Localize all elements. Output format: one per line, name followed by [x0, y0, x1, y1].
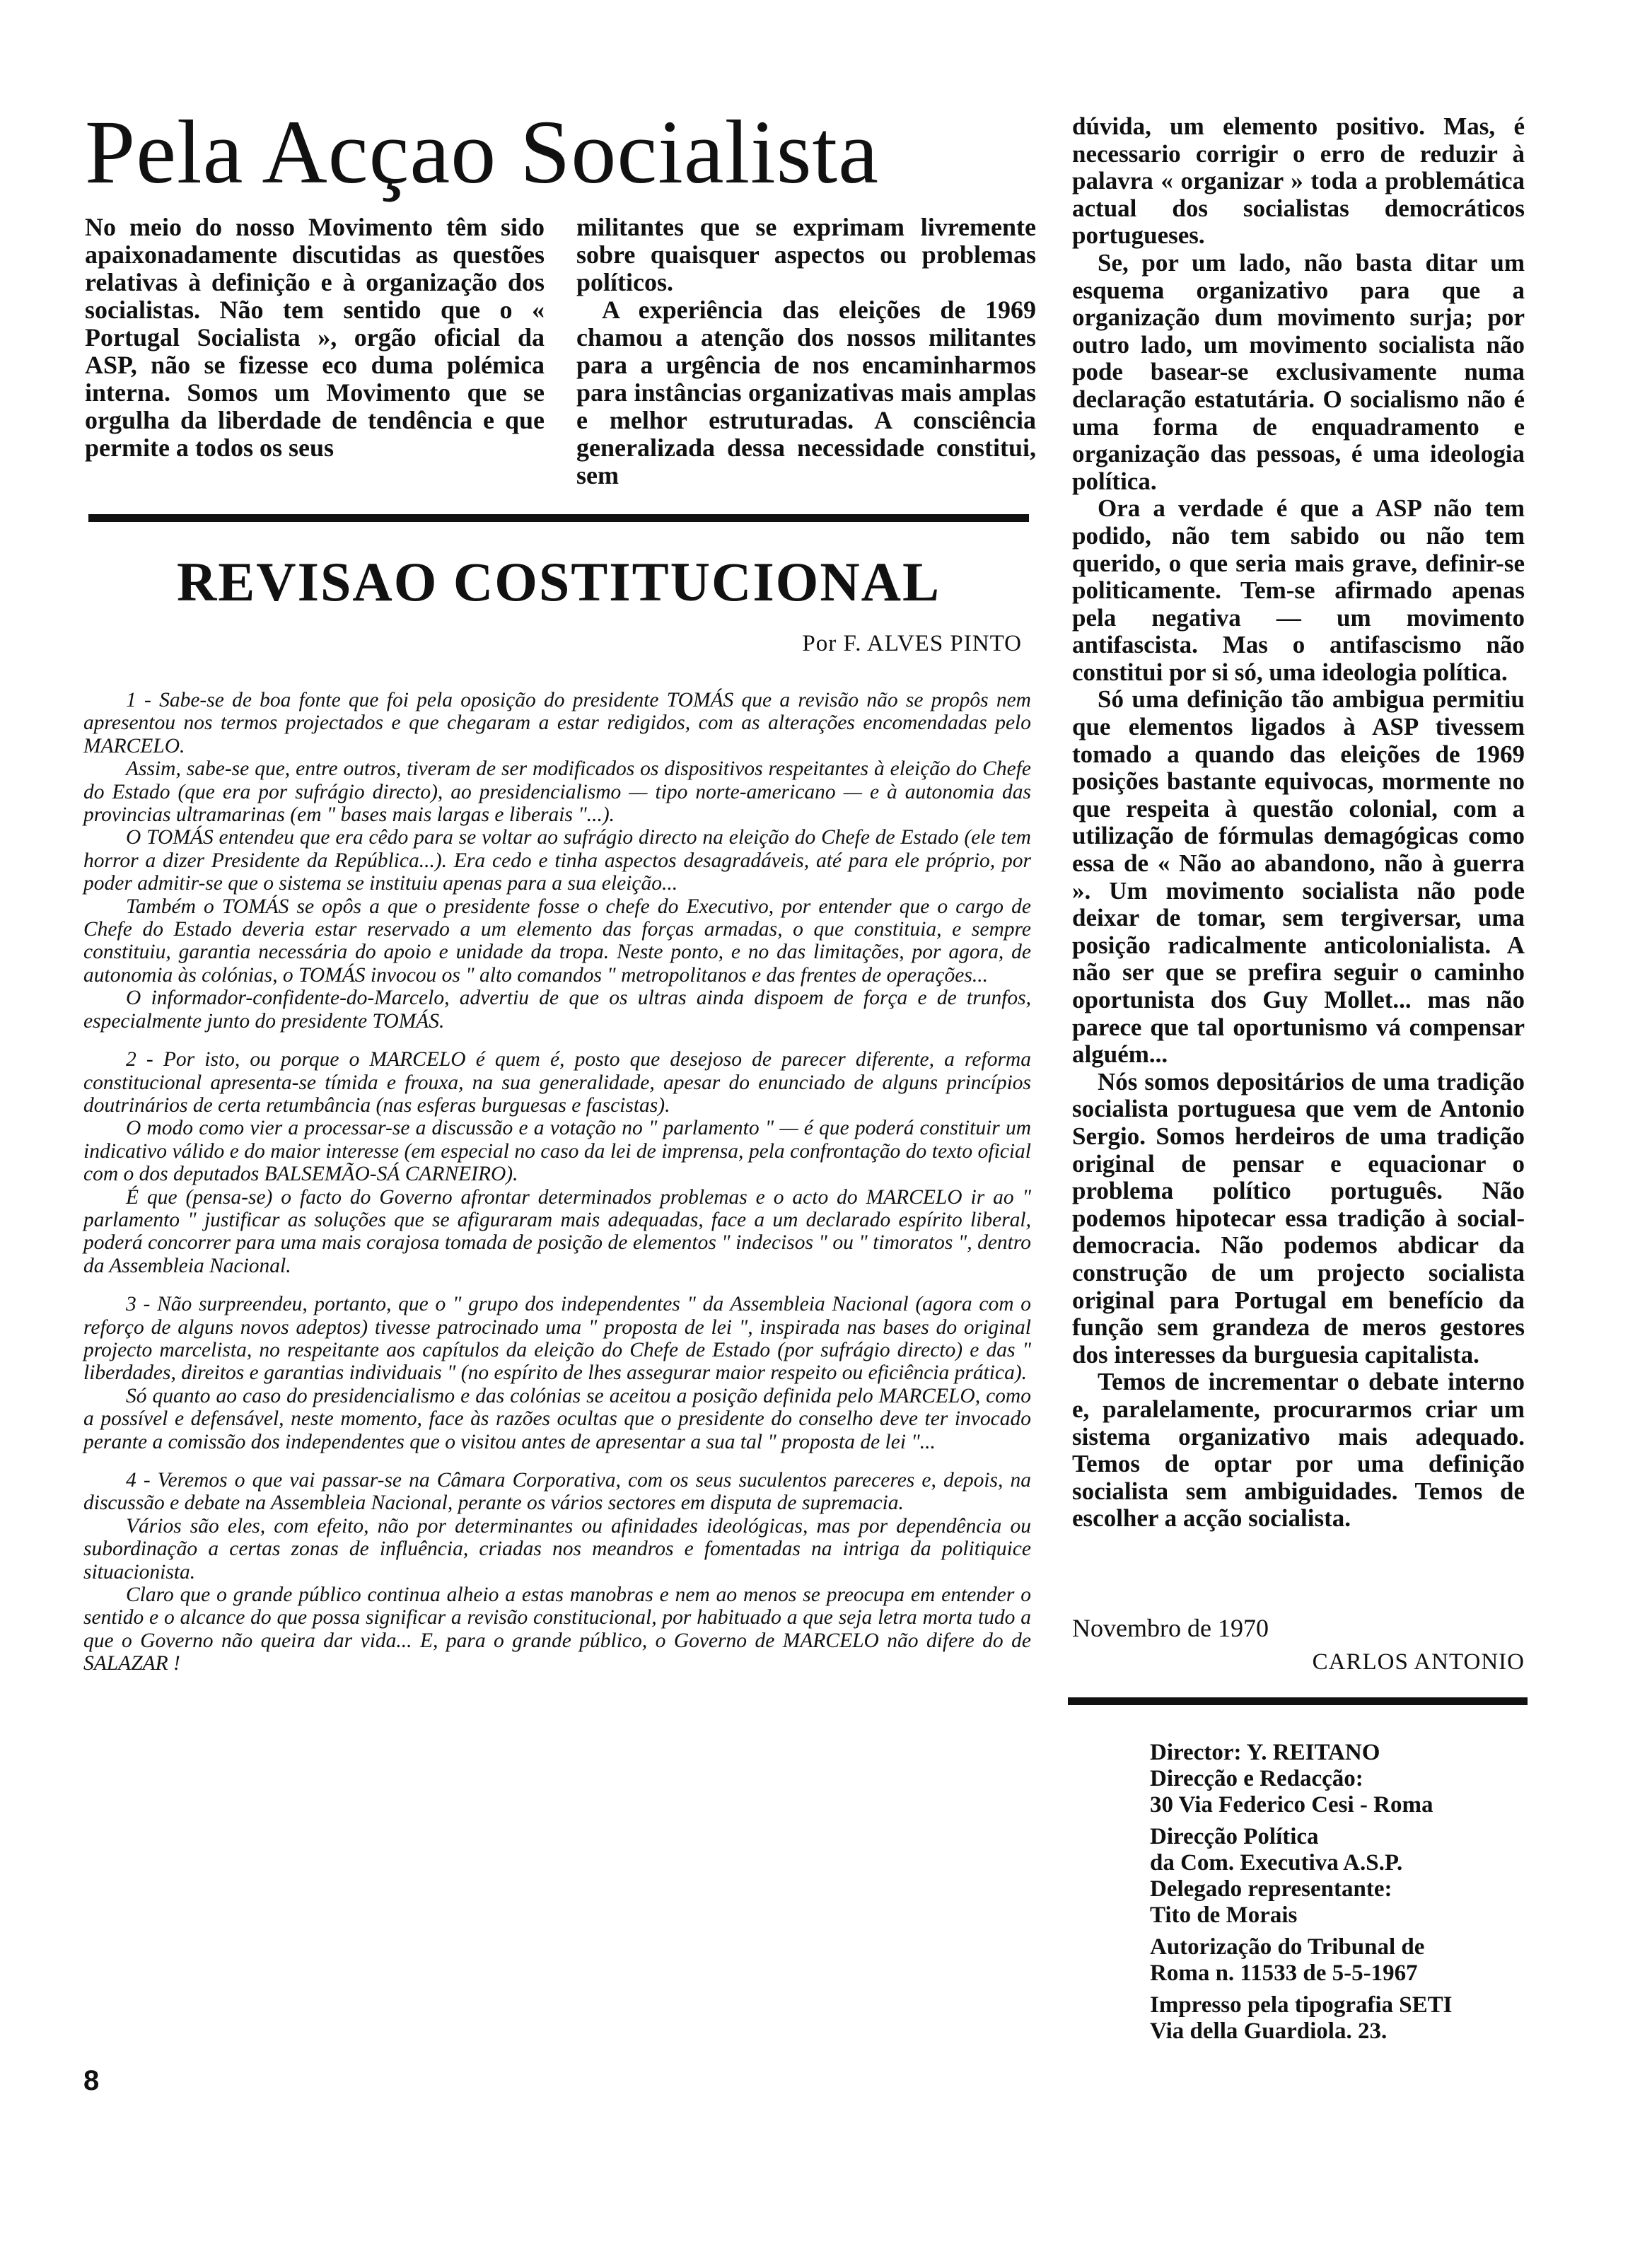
article-paragraph: Claro que o grande público continua alheio a estas manobras e nem ao menos se preocupa em entender o sentido e o alcance do que possa significar a revisão constitucional, por habituado a que seja letra morta tudo a que o Governo não queira dar vida... E, para o grande público, o Governo de MARCELO não difere do de SALAZAR !	[83, 1583, 1031, 1675]
right-column-paragraph: Ora a verdade é que a ASP não tem podido, não tem sabido ou não tem querido, o que seria mais grave, definir-se politicamente. Tem-se afirmado apenas pela negativa — um movimento antifascista. Mas o antifascismo não constitui por si só, uma ideologia política.	[1072, 494, 1525, 686]
masthead	[1150, 1740, 1532, 2050]
page-number: 8	[83, 2065, 100, 2096]
article-paragraph: Vários são eles, com efeito, não por determinantes ou afinidades ideológicas, mas por dependência ou subordinação a certas zonas de influência, criadas nos meandros e fomentadas na intriga da politiquice situacionista.	[83, 1514, 1031, 1583]
masthead-redaccao: Direcção e Redacção:	[1150, 1766, 1363, 1791]
right-column-paragraph: Se, por um lado, não basta ditar um esquema organizativo para que a organização dum movimento surja; por outro lado, um movimento socialista não pode basear-se exclusivamente numa declaração estatutária. O socialismo não é uma forma de enquadramento e organização das pessoas, é uma ideologia política.	[1072, 248, 1525, 495]
masthead-address: 30 Via Federico Cesi - Roma	[1150, 1792, 1433, 1818]
article-paragraph: 3 - Não surpreendeu, portanto, que o " grupo dos independentes " da Assembleia Nacional (agora com o reforço de alguns novos adeptos) tivesse patrocinado uma " proposta de lei ", inspirada nas bases do original projecto marcelista, no respeitante aos capítulos da eleição do Chefe de Estado (por sufrágio directo) e das " liberdades, direitos e garantias individuais " (no espírito de lhes assegurar maior respeito ou eficiência prática).	[83, 1293, 1031, 1385]
article-paragraph: É que (pensa-se) o facto do Governo afrontar determinados problemas e o acto do MARCELO ir ao " parlamento " justificar as soluções que se afiguraram mais adequadas, face a um declarado espírito liberal, poderá concorrer para uma mais corajosa tomada de posição de elementos " indecisos " ou " timoratos ", dentro da Assembleia Nacional.	[83, 1185, 1031, 1277]
masthead-politica: Delegado representante:	[1150, 1876, 1392, 1902]
right-column-paragraph: dúvida, um elemento positivo. Mas, é necessario corrigir o erro de reduzir à palavra « organizar » toda a problemática actual dos socialistas democráticos portugueses.	[1072, 112, 1525, 250]
article-paragraph: O modo como vier a processar-se a discussão e a votação no " parlamento " — é que poderá constituir um indicativo válido e do maior interesse (em especial no caso da lei de imprensa, pela confrontação do texto oficial com o dos deputados BALSEMÃO-SÁ CARNEIRO).	[83, 1117, 1031, 1186]
closing-author: CARLOS ANTONIO	[1312, 1649, 1525, 1675]
right-column-paragraph: Nós somos depositários de uma tradição socialista portuguesa que vem de Antonio Sergio. Somos herdeiros de uma tradição original de pensar e equacionar o problema político português. Não podemos hipotecar essa tradição à social-democracia. Não podemos abdicar da construção de um projecto socialista original para Portugal em benefício da função sem grandeza de meros gestores dos interesses da burguesia capitalista.	[1072, 1067, 1525, 1368]
intro-paragraph: No meio do nosso Movimento têm sido apaixonadamente discutidas as questões relativas à definição e à organização dos socialistas. Não tem sentido que o « Portugal Socialista », orgão oficial da ASP, não se fizesse eco duma polémica interna. Somos um Movimento que se orgulha da liberdade de tendência e que permite a todos os seus	[85, 213, 545, 462]
article-byline: Por F. ALVES PINTO	[802, 631, 1022, 656]
intro-column-left	[85, 214, 545, 462]
closing-date: Novembro de 1970	[1072, 1614, 1269, 1642]
masthead-tribunal: Roma n. 11533 de 5-5-1967	[1150, 1960, 1418, 1986]
masthead-tribunal: Autorização do Tribunal de	[1150, 1934, 1425, 1960]
article-paragraph: O TOMÁS entendeu que era cêdo para se voltar ao sufrágio directo na eleição do Chefe de Estado (ele tem horror a dizer Presidente da República...). Era cedo e tinha aspectos desagradáveis, até para ele próprio, por poder admitir-se que o sistema se instituiu apenas para a sua eleição...	[83, 826, 1031, 895]
right-column-paragraph: Temos de incrementar o debate interno e, paralelamente, procurarmos criar um sistema organizativo mais adequado. Temos de optar por uma definição socialista sem ambiguidades. Temos de escolher a acção socialista.	[1072, 1368, 1525, 1533]
article-paragraph: 1 - Sabe-se de boa fonte que foi pela oposição do presidente TOMÁS que a revisão não se propôs nem apresentou nos termos projectados e que chegaram a estar redigidos, com as alterações encomendadas pelo MARCELO.	[83, 689, 1031, 757]
intro-paragraph: A experiência das eleições de 1969 chamou a atenção dos nossos militantes para a urgência de nos encaminharmos para instâncias organizativas mais amplas e melhor estruturadas. A consciência generalizada dessa necessidade constitui, sem	[576, 296, 1036, 489]
masthead-politica: Direcção Política	[1150, 1824, 1319, 1849]
article-paragraph: Também o TOMÁS se opôs a que o presidente fosse o chefe do Executivo, por entender que o cargo de Chefe do Estado deveria estar reservado a um elemento das forças armadas, o que constituia, e sempre constituiu, garantia necessária do apoio e unidade da tropa. Neste ponto, e no das limitações, por agora, de autonomia às colónias, o TOMÁS invocou os " alto comandos " metropolitanos e das frentes de operações...	[83, 895, 1031, 987]
article-paragraph: O informador-confidente-do-Marcelo, advertiu de que os ultras ainda dispoem de força e de trunfos, especialmente junto do presidente TOMÁS.	[83, 987, 1031, 1033]
page-title: Pela Acçao Socialista	[85, 102, 879, 202]
article-paragraph: 2 - Por isto, ou porque o MARCELO é quem é, posto que desejoso de parecer diferente, a reforma constitucional apresenta-se tímida e frouxa, na sua generalidade, apesar do enunciado de alguns princípios doutrinários de certa retumbância (nas esferas burguesas e fascistas).	[83, 1048, 1031, 1117]
masthead-director: Director: Y. REITANO	[1150, 1740, 1380, 1765]
right-column	[1072, 113, 1525, 1533]
masthead-politica: Tito de Morais	[1150, 1902, 1298, 1928]
article-paragraph: 4 - Veremos o que vai passar-se na Câmara Corporativa, com os seus suculentos pareceres e, depois, na discussão e debate na Assembleia Nacional, perante os vários sectores em disputa de supremacia.	[83, 1469, 1031, 1515]
article-paragraph: Assim, sabe-se que, entre outros, tiveram de ser modificados os dispositivos respeitantes à eleição do Chefe do Estado (que era por sufrágio directo), ao presidencialismo — tipo norte-americano — e à autonomia das provincias ultramarinas (em " bases mais largas e liberais "...).	[83, 757, 1031, 827]
intro-column-right	[576, 214, 1036, 489]
right-column-paragraph: Só uma definição tão ambigua permitiu que elementos ligados à ASP tivessem tomado a quando das eleições de 1969 posições bastante equivocas, mormente no que respeita à questão colonial, com a utilização de fórmulas demagógicas como essa de « Não ao abandono, não à guerra ». Um movimento socialista não pode deixar de tomar, sem tergiversar, uma posição radicalmente anticolonialista. A não ser que se prefira seguir o caminho oportunista dos Guy Mollet... mas não parece que tal oportunismo vá compensar alguém...	[1072, 685, 1525, 1069]
section-divider	[88, 514, 1029, 522]
article-body	[83, 673, 1031, 1675]
masthead-printer: Via della Guardiola. 23.	[1150, 2018, 1388, 2044]
intro-paragraph: militantes que se exprimam livremente sobre quaisquer aspectos ou problemas políticos.	[576, 213, 1036, 296]
article-title: REVISAO COSTITUCIONAL	[176, 551, 941, 612]
masthead-politica: da Com. Executiva A.S.P.	[1150, 1850, 1403, 1876]
masthead-divider	[1068, 1697, 1528, 1705]
article-paragraph: Só quanto ao caso do presidencialismo e das colónias se aceitou a posição definida pelo MARCELO, como a possível e defensável, neste momento, face às razões ocultas que o presidente do conselho deve ter invocado perante a comissão dos independentes que o visitou antes de apresentar a sua tal " proposta de lei "...	[83, 1384, 1031, 1453]
masthead-printer: Impresso pela tipografia SETI	[1150, 1992, 1453, 2018]
